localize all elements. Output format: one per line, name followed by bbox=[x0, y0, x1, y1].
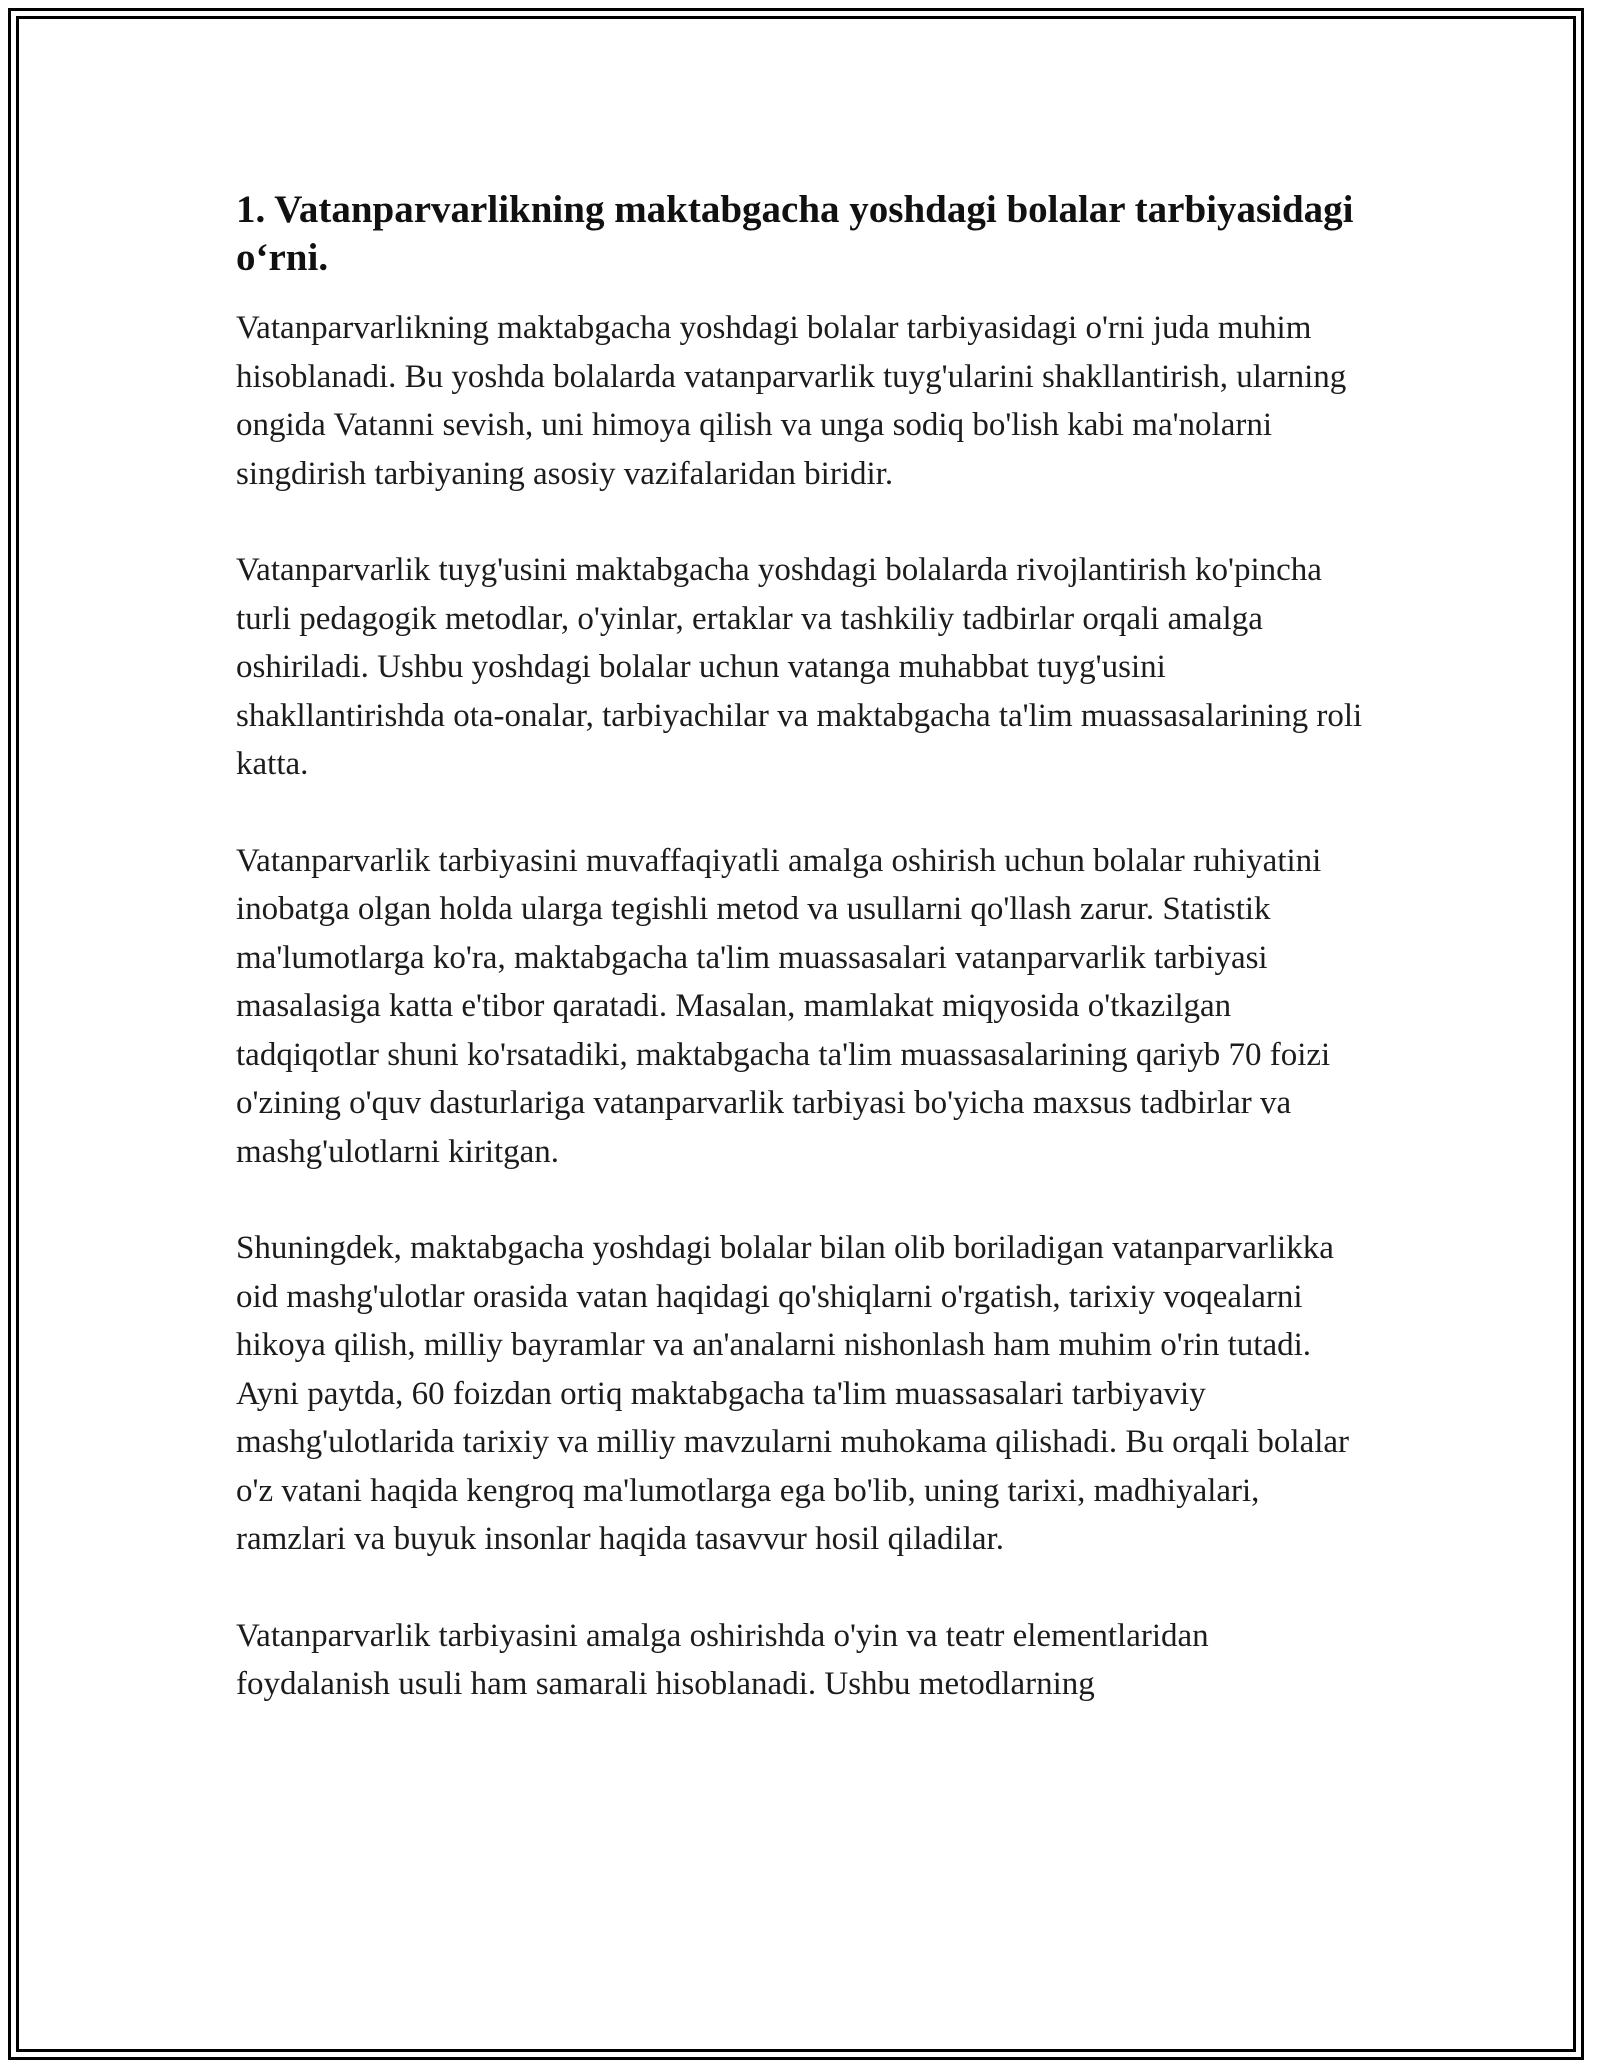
document-body bbox=[236, 186, 1366, 1757]
paragraph-5: Vatanparvarlik tarbiyasini amalga oshirishda o'yin va teatr elementlaridan foydalanish usuli ham samarali hisoblanadi. Ushbu metodlarning bbox=[236, 1617, 1209, 1702]
paragraph-2: Vatanparvarlik tuyg'usini maktabgacha yoshdagi bolalarda rivojlantirish ko'pincha turli pedagogik metodlar, o'yinlar, ertaklar va tashkiliy tadbirlar orqali amalga oshiriladi. Ushbu yoshdagi bolalar uchun vatanga muhabbat tuyg'usini shakllantirishda ota-onalar, tarbiyachilar va maktabgacha ta'lim muassasalarining roli katta. bbox=[236, 552, 1363, 782]
paragraph-3: Vatanparvarlik tarbiyasini muvaffaqiyatli amalga oshirish uchun bolalar ruhiyatini inobatga olgan holda ularga tegishli metod va usullarni qo'llash zarur. Statistik ma'lumotlarga ko'ra, maktabgacha ta'lim muassasalari vatanparvarlik tarbiyasi masalasiga katta e'tibor qaratadi. Masalan, mamlakat miqyosida o'tkazilgan tadqiqotlar shuni ko'rsatadiki, maktabgacha ta'lim muassasalarining qariyb 70 foizi o'zining o'quv dasturlariga vatanparvarlik tarbiyasi bo'yicha maxsus tadbirlar va mashg'ulotlarni kiritgan. bbox=[236, 842, 1331, 1170]
paragraph-4: Shuningdek, maktabgacha yoshdagi bolalar bilan olib boriladigan vatanparvarlikka oid mashg'ulotlar orasida vatan haqidagi qo'shiqlarni o'rgatish, tarixiy voqealarni hikoya qilish, milliy bayramlar va an'analarni nishonlash ham muhim o'rin tutadi. Ayni paytda, 60 foizdan ortiq maktabgacha ta'lim muassasalari tarbiyaviy mashg'ulotlarida tarixiy va milliy mavzularni muhokama qilishadi. Bu orqali bolalar o'z vatani haqida kengroq ma'lumotlarga ega bo'lib, uning tarixi, madhiyalari, ramzlari va buyuk insonlar haqida tasavvur hosil qiladilar. bbox=[236, 1230, 1350, 1557]
paragraph-1: Vatanparvarlikning maktabgacha yoshdagi bolalar tarbiyasidagi o'rni juda muhim hisoblanadi. Bu yoshda bolalarda vatanparvarlik tuyg'ularini shakllantirish, ularning ongida Vatanni sevish, uni himoya qilish va unga sodiq bo'lish kabi ma'nolarni singdirish tarbiyaning asosiy vazifalaridan biridir. bbox=[236, 310, 1347, 492]
section-heading: 1. Vatanparvarlikning maktabgacha yoshdagi bolalar tarbiyasidagi o‘rni. bbox=[236, 188, 1354, 279]
